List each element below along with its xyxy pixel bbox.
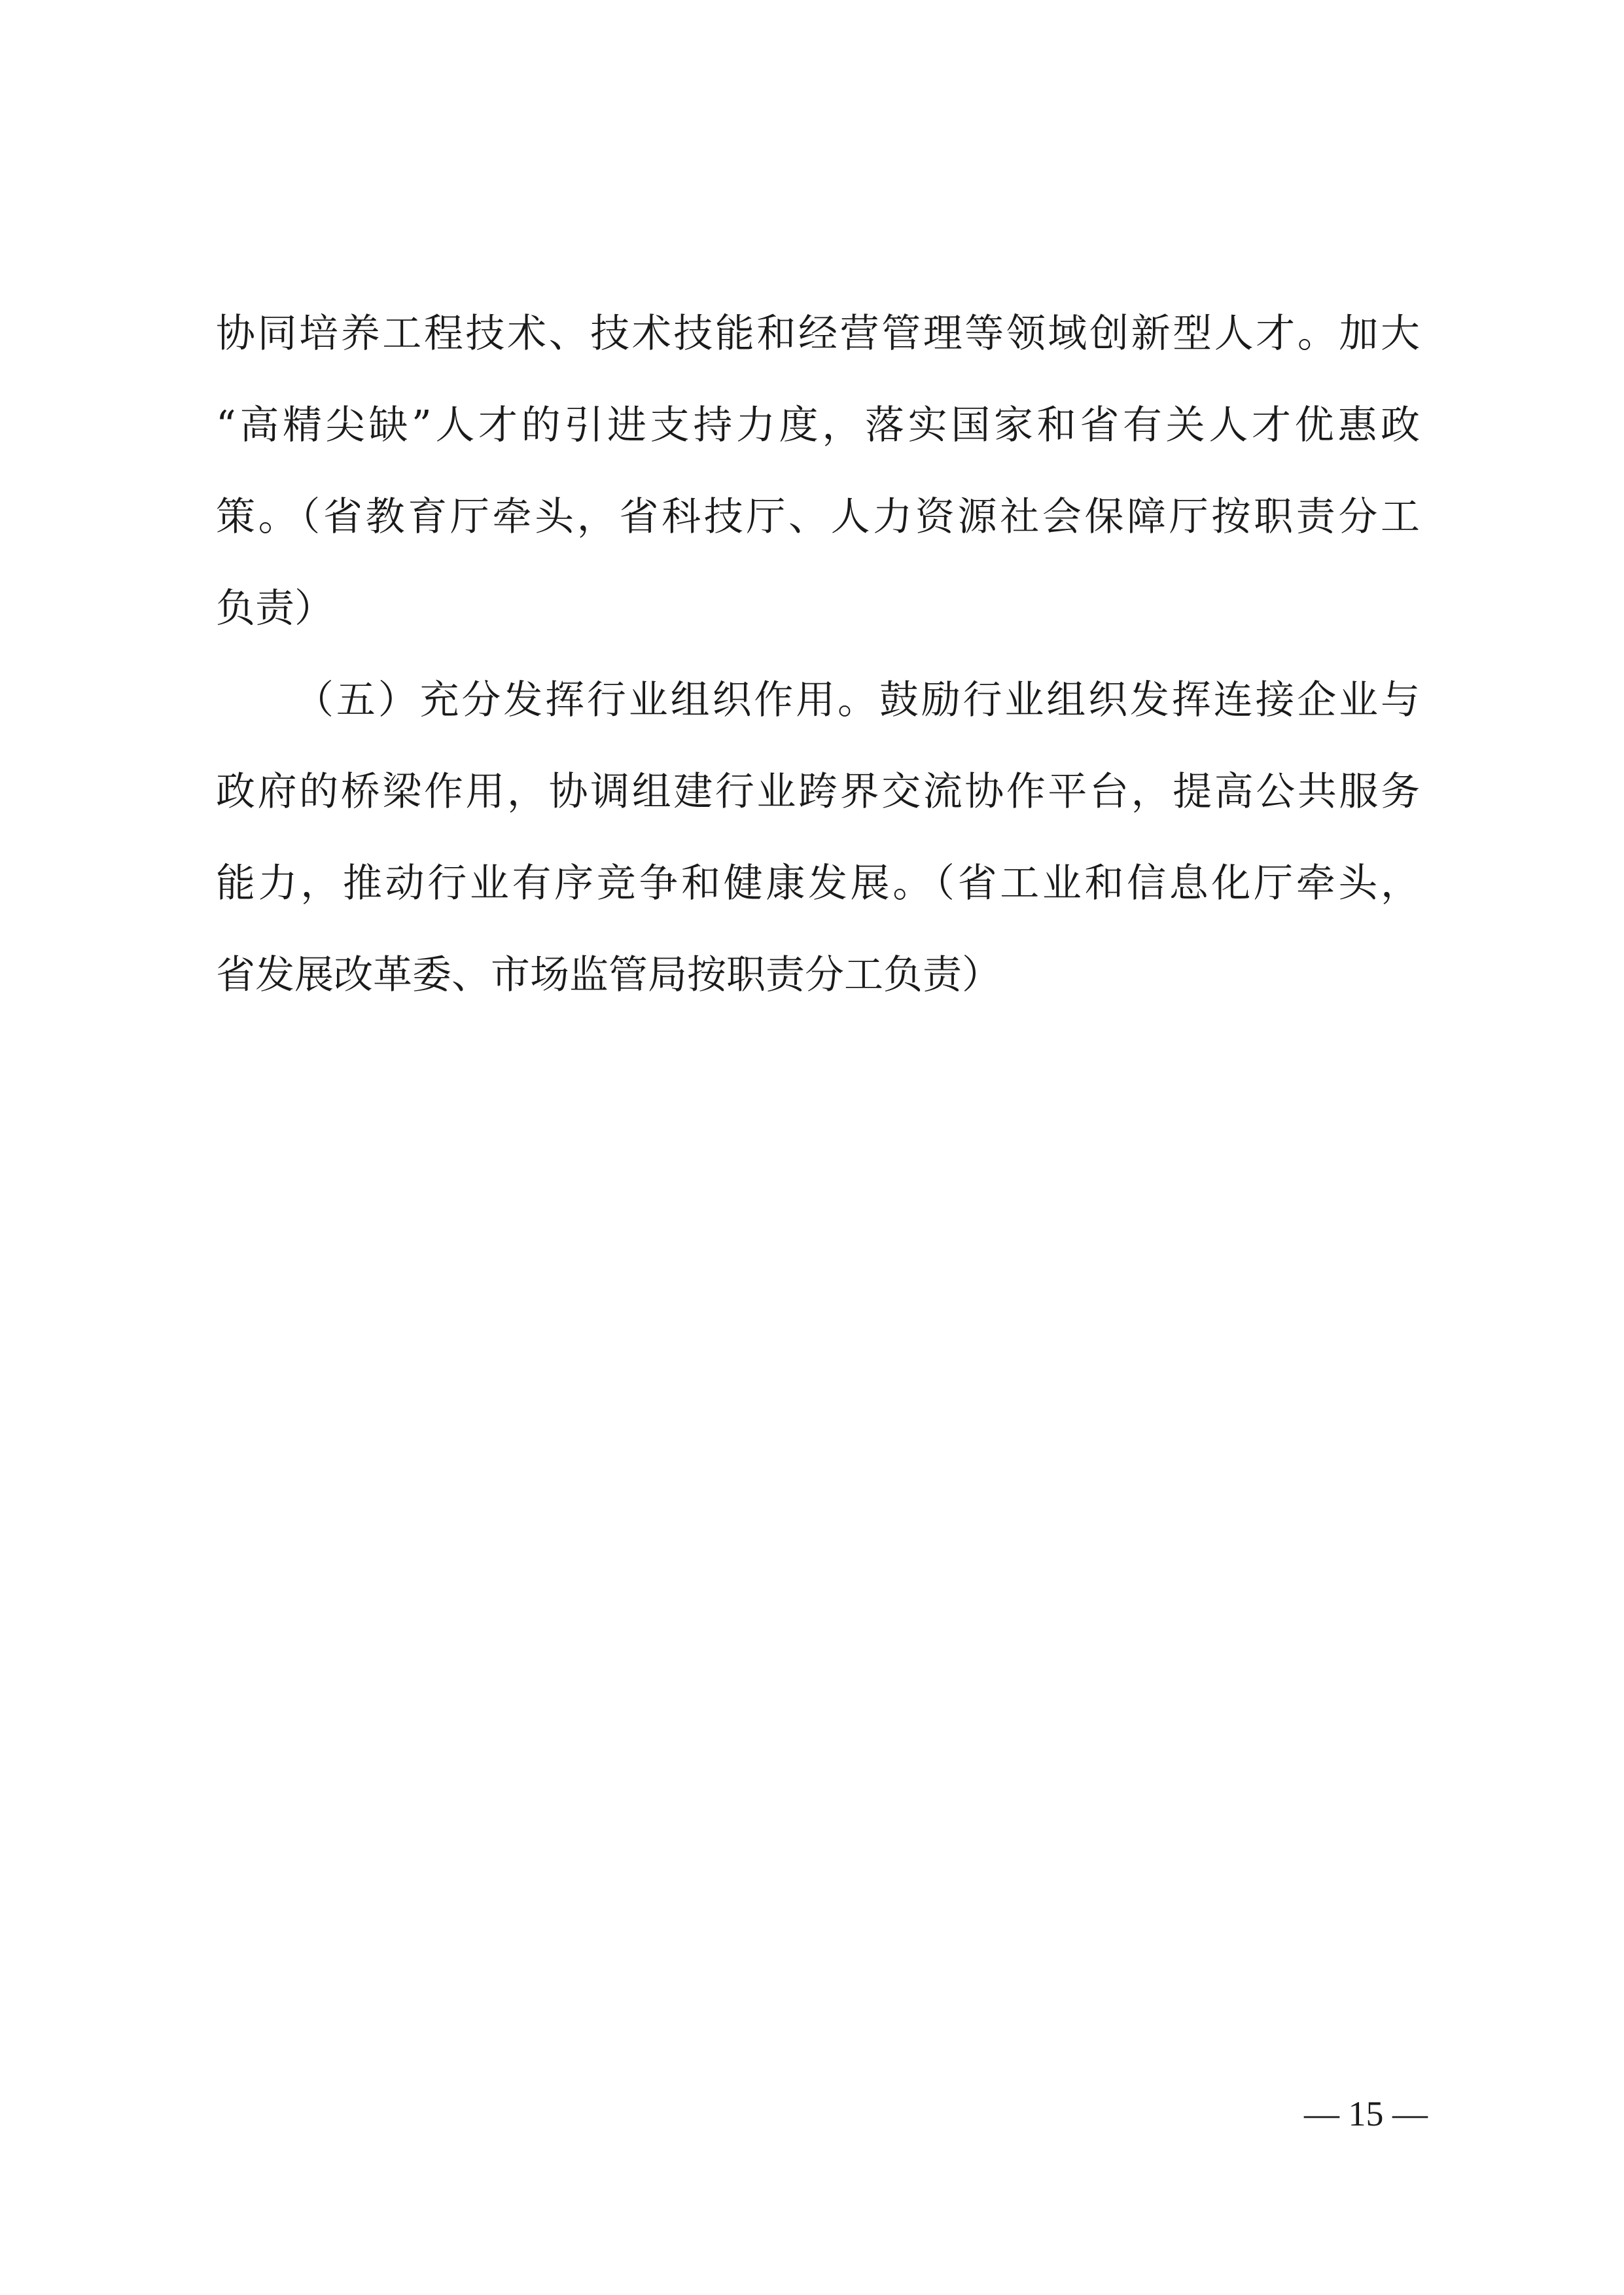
page-number: — 15 — [1304,2094,1428,2133]
paragraph-line: 策。（省教育厅牵头，省科技厅、人力资源社会保障厅按职责分工 [216,494,1420,540]
paragraph-line: （五）充分发挥行业组织作用。鼓励行业组织发挥连接企业与 [294,677,1420,723]
paragraph-line: 协同培养工程技术、技术技能和经营管理等领域创新型人才。加大 [216,311,1420,357]
paragraph-line: 政府的桥梁作用，协调组建行业跨界交流协作平台，提高公共服务 [216,769,1420,815]
paragraph-line: 负责） [216,586,334,632]
paragraph-line: 能力，推动行业有序竞争和健康发展。（省工业和信息化厅牵头， [216,861,1420,906]
paragraph-talent-cultivation [216,288,1420,654]
body-text [216,288,1420,1021]
paragraph-line: 省发展改革委、市场监管局按职责分工负责） [216,952,1001,998]
paragraph-industry-organizations [216,654,1420,1021]
paragraph-line: “高精尖缺”人才的引进支持力度，落实国家和省有关人才优惠政 [216,402,1420,448]
